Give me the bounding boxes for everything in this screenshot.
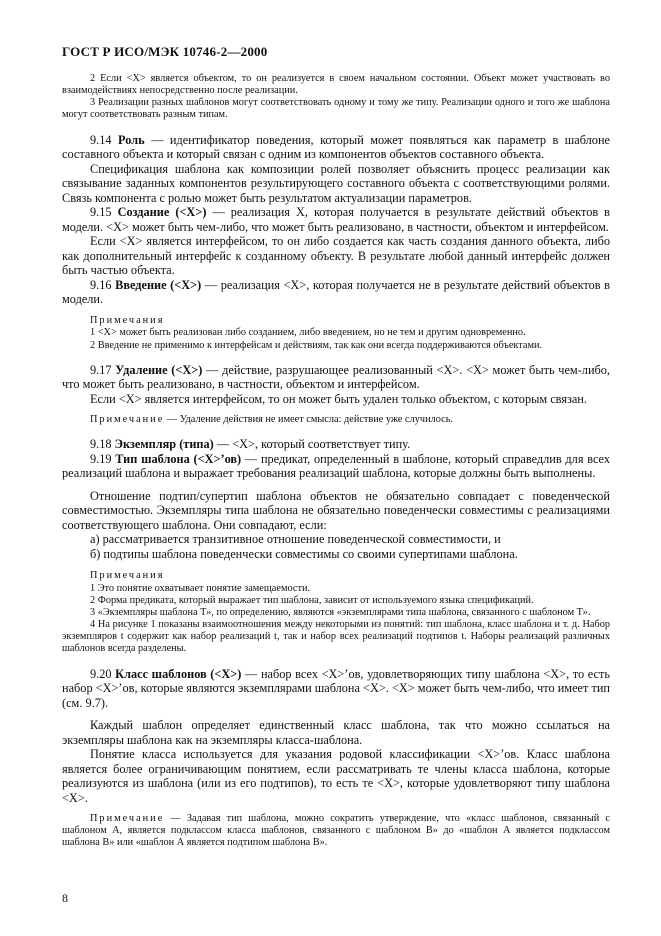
section-9-20 bbox=[62, 667, 610, 711]
note-item: 1 Это понятие охватывает понятие замещаемости. bbox=[90, 582, 311, 594]
note-item: 3 «Экземпляры шаблона Т», по определению, являются «экземплярами типа шаблона, связанного с шаблоном Т». bbox=[90, 606, 591, 618]
note-item: 2 Введение не применимо к интерфейсам и действиям, так как они всегда поддерживаются объектами. bbox=[90, 339, 543, 351]
term: Экземпляр (типа) bbox=[114, 437, 214, 452]
note-text: — Удаление действия не имеет смысла: действие уже случилось. bbox=[164, 414, 453, 426]
section-number: 9.15 bbox=[90, 205, 112, 220]
definition: — предикат, определенный в шаблоне, который справедлив для всех реализаций шаблона и выражает требования реализаций шаблона, которые должны быть выполнены. bbox=[62, 451, 611, 481]
section-number: 9.20 bbox=[90, 666, 112, 681]
section-9-17 bbox=[62, 363, 610, 392]
body-paragraph: Понятие класса используется для указания родовой классификации <X>’ов. Класс шаблона является более ограничивающим понятием, если рассматривать те члены класса шаблона, которые реализуются из шаблона (или из его подтипов), то есть те <X>, которые удовлетворяют типу шаблона <X>. bbox=[62, 747, 610, 805]
section-9-16 bbox=[62, 278, 610, 307]
list-item: б) подтипы шаблона поведенчески совместимы со своими супертипами шаблона. bbox=[90, 547, 518, 562]
body-paragraph: Отношение подтип/супертип шаблона объектов не обязательно совпадает с поведенческой совместимостью. Экземпляры типа шаблона не обязательно поведенчески совместимы с реализациями соответствующего шаблона. Они совпадают, если: bbox=[62, 488, 610, 532]
definition: — набор всех <X>’ов, удовлетворяющих типу шаблона <X>, то есть набор <X>’ов, которые являются экземплярами шаблона <X>. <X> может быть чем-либо, что имеет тип (см. 9.7). bbox=[62, 666, 610, 710]
section-9-15 bbox=[62, 205, 610, 234]
definition: — действие, разрушающее реализованный <X>. <X> может быть чем-либо, что может быть реализовано, в частности, объектом и интерфейсом. bbox=[62, 362, 611, 392]
section-number: 9.14 bbox=[90, 132, 112, 147]
page-content bbox=[62, 73, 610, 849]
notes-heading: Примечания bbox=[90, 569, 165, 581]
note-item: 4 На рисунке 1 показаны взаимоотношения между некоторыми из понятий: тип шаблона, класс шаблона и т. д. Набор экземпляров t содержит как набор реализаций t, так и набор всех реализаций подтипов t. Наборы реализаций различных шаблонов всегда разделены. bbox=[62, 619, 610, 655]
definition: — реализация <X>, которая получается не в результате действий объектов в модели. bbox=[62, 277, 610, 307]
note-paragraph: 3 Реализации разных шаблонов могут соответствовать одному и тому же типу. Реализации одного и того же шаблона могут соответствовать разным типам. bbox=[62, 97, 610, 121]
definition: — идентификатор поведения, который может появляться как параметр в шаблоне составного объекта и который связан с одним из компонентов объектов составного объекта. bbox=[62, 132, 610, 162]
note-text: — Задавая тип шаблона, можно сократить утверждение, что «класс шаблонов, связанный с шаблоном А, является подклассом класса шаблонов, связанного с шаблоном В» до «шаблон А является подклассом шаблона В» или «шаблон А является подтипом шаблона В». bbox=[62, 813, 610, 849]
term: Роль bbox=[118, 132, 145, 147]
note-917 bbox=[62, 414, 610, 426]
body-paragraph: Каждый шаблон определяет единственный класс шаблона, так что можно ссылаться на экземпляры шаблона как на экземпляры класса-шаблона. bbox=[62, 718, 610, 747]
term: Создание (<X>) bbox=[117, 205, 207, 220]
list-item: а) рассматривается транзитивное отношение поведенческой совместимости, и bbox=[90, 532, 501, 547]
term: Класс шаблонов (<X>) bbox=[115, 666, 242, 681]
term: Тип шаблона (<X>’ов) bbox=[115, 451, 242, 466]
body-paragraph: Спецификация шаблона как композиции ролей позволяет объяснить процесс реализации как связывание заданных компонентов результирующего составного объекта с соответствующими ролями. Связь компонента с ролью может быть результатом актуализации параметров. bbox=[62, 161, 610, 205]
section-number: 9.18 bbox=[90, 437, 112, 452]
document-header: ГОСТ Р ИСО/МЭК 10746-2—2000 bbox=[62, 44, 268, 59]
note-heading: Примечание bbox=[90, 813, 165, 825]
section-9-14 bbox=[62, 133, 610, 162]
definition: — <X>, который соответствует типу. bbox=[213, 437, 411, 452]
note-paragraph: 2 Если <X> является объектом, то он реализуется в своем начальном состоянии. Объект может участвовать во взаимодействиях непосредственно после реализации. bbox=[62, 73, 610, 97]
note-920 bbox=[62, 813, 610, 849]
term: Введение (<X>) bbox=[115, 277, 202, 292]
section-9-19 bbox=[62, 452, 610, 481]
section-number: 9.17 bbox=[90, 362, 112, 377]
notes-heading: Примечания bbox=[90, 314, 165, 326]
note-item: 1 <X> может быть реализован либо созданием, либо введением, но не тем и другим одновременно. bbox=[90, 327, 526, 339]
note-item: 2 Форма предиката, который выражает тип шаблона, зависит от используемого языка спецификаций. bbox=[90, 594, 534, 606]
body-paragraph: Если <X> является интерфейсом, то он либо создается как часть создания данного объекта, либо как дополнительный интерфейс к созданному объекту. В результате любой данный интерфейс должен быть частью объекта. bbox=[62, 234, 610, 278]
section-9-18 bbox=[62, 437, 610, 452]
section-number: 9.19 bbox=[90, 451, 112, 466]
body-paragraph: Если <X> является интерфейсом, то он может быть удален только объектом, с которым связан. bbox=[90, 391, 587, 406]
term: Удаление (<X>) bbox=[115, 362, 203, 377]
page-number: 8 bbox=[62, 891, 68, 905]
section-number: 9.16 bbox=[90, 277, 112, 292]
note-heading: Примечание bbox=[90, 414, 165, 426]
definition: — реализация X, которая получается в результате действий объектов в модели. <X> может быть чем-либо, что может быть реализовано, в частности, объектом и интерфейсом. bbox=[62, 205, 610, 234]
